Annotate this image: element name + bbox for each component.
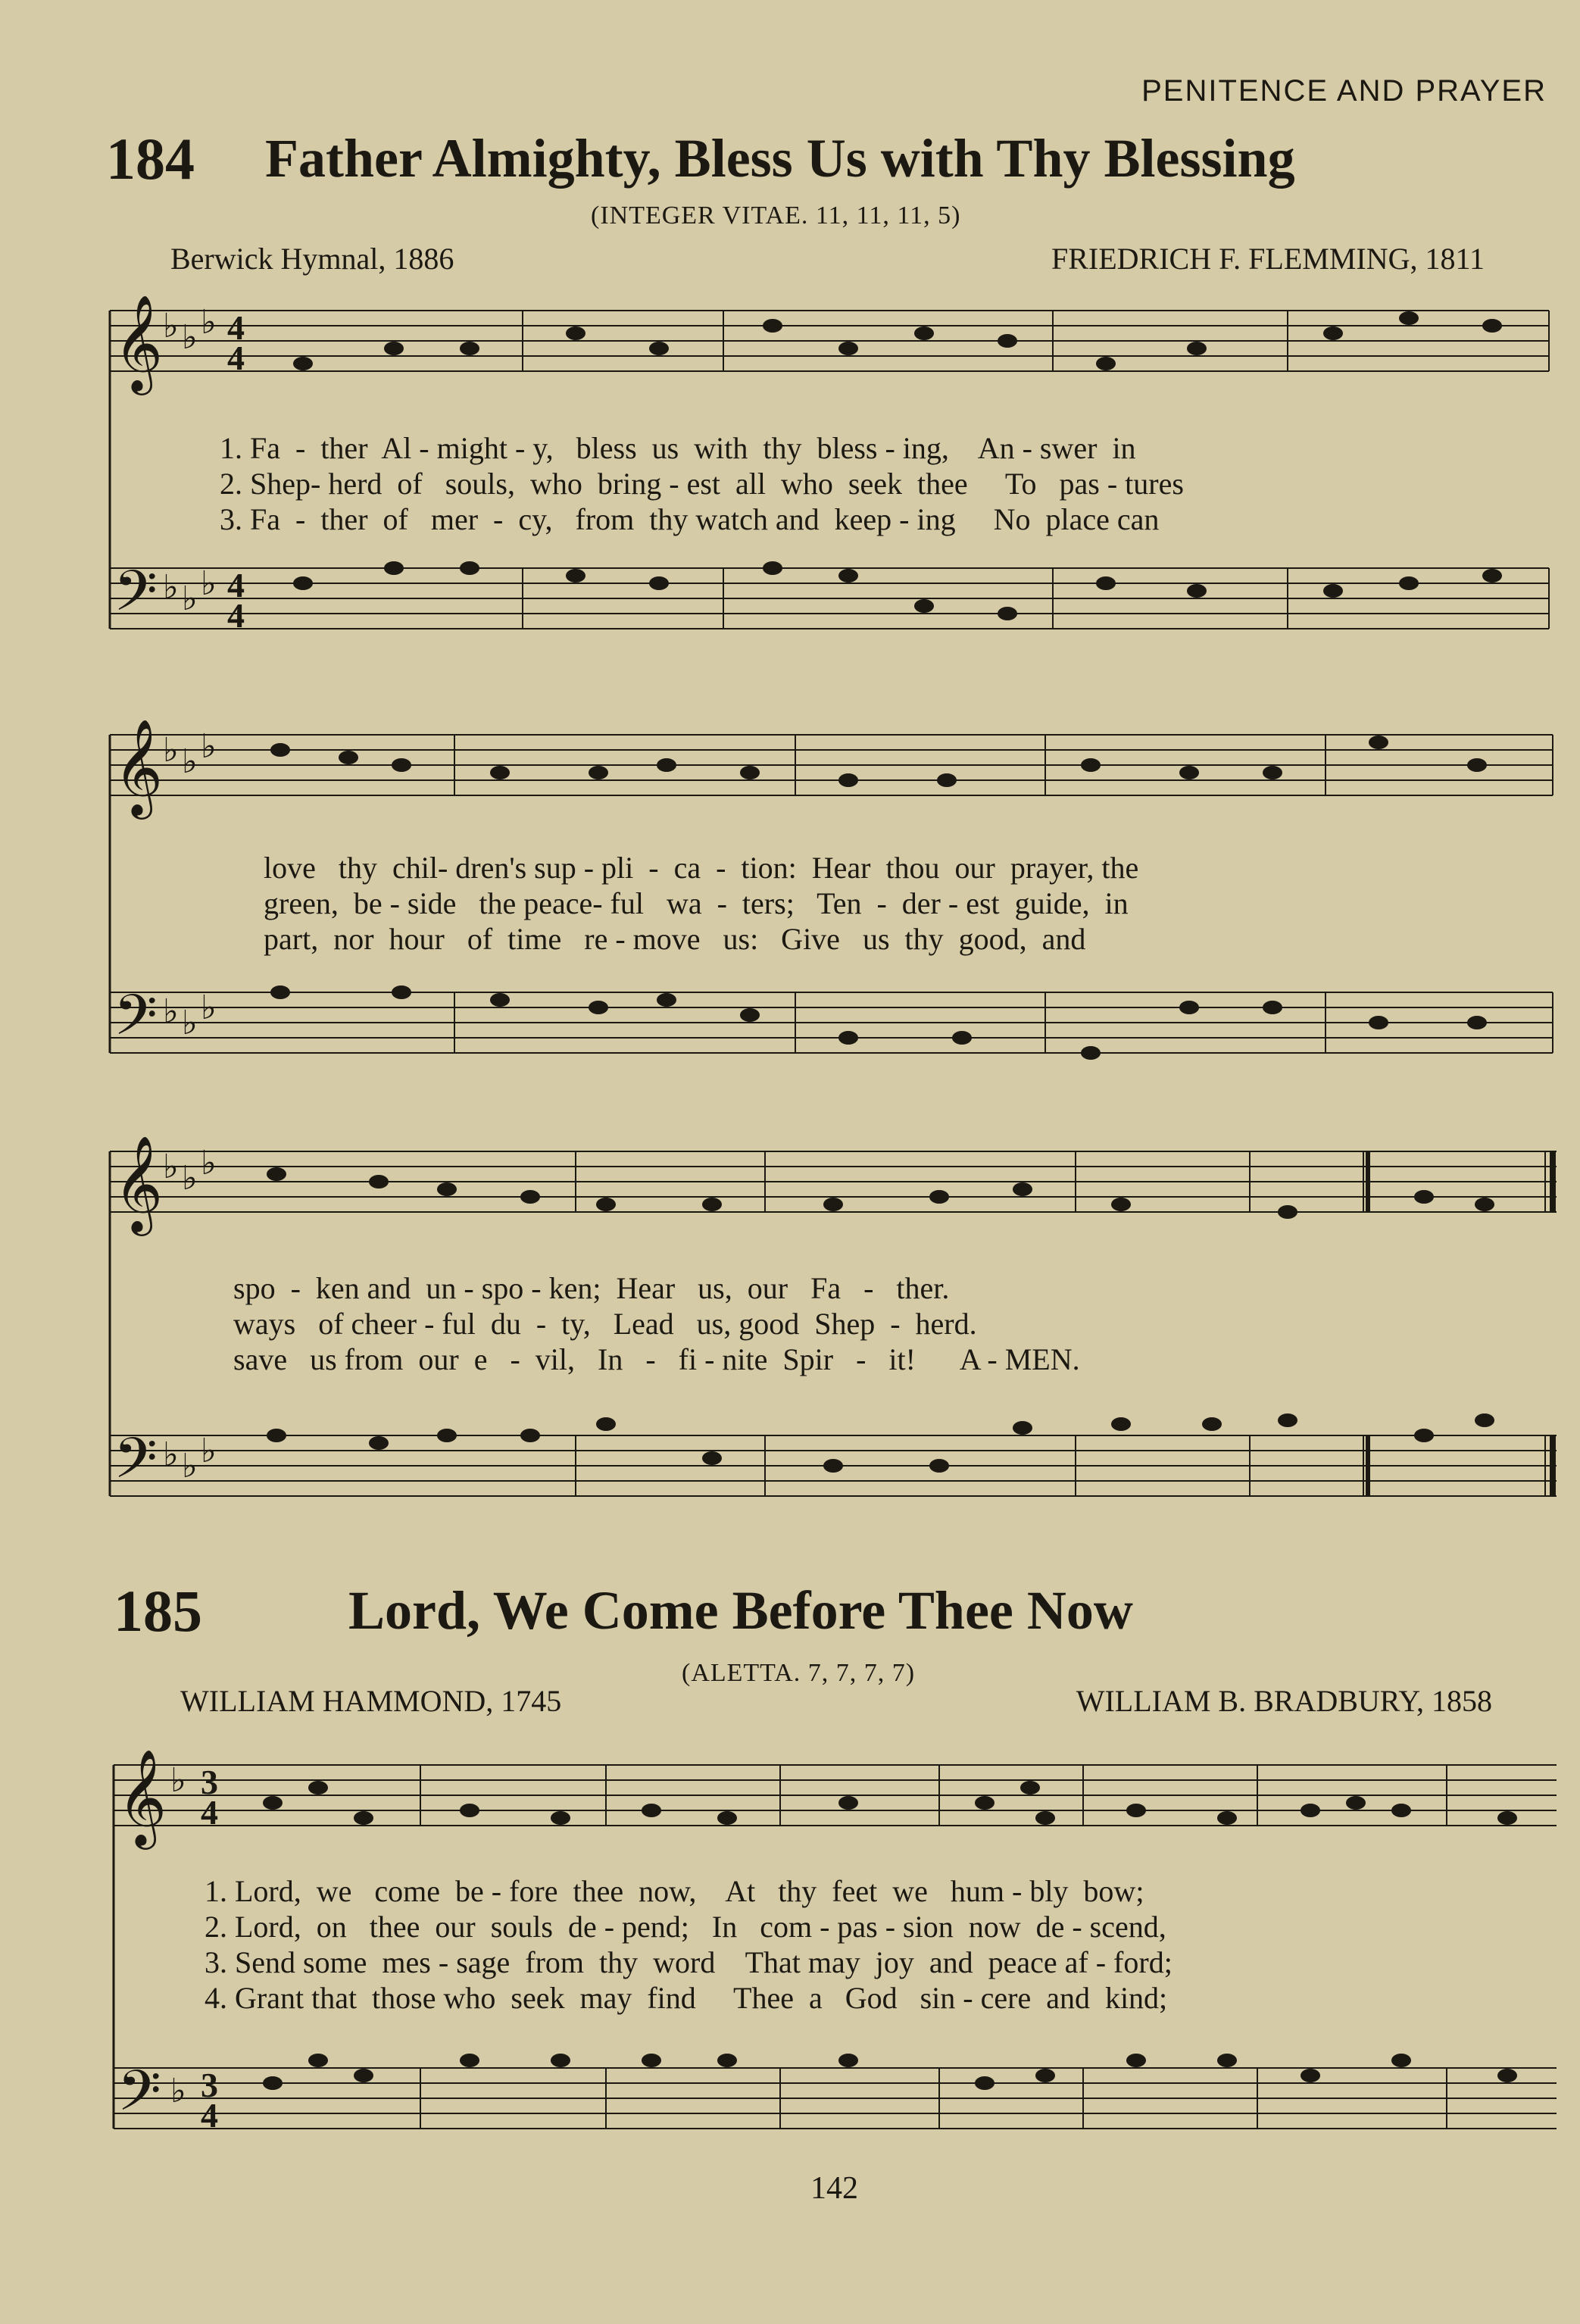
hymn-185-number: 185 — [114, 1578, 202, 1644]
svg-text:♭: ♭ — [163, 569, 179, 606]
svg-text:♭: ♭ — [201, 989, 217, 1026]
svg-text:4: 4 — [201, 2096, 218, 2135]
lyric-line-2: 2. Shep- herd of souls, who bring - est all who seek thee To pas - tures — [220, 467, 1184, 501]
svg-text:𝄞: 𝄞 — [114, 1138, 164, 1230]
svg-text:♭: ♭ — [163, 1436, 179, 1473]
svg-text:♭: ♭ — [182, 580, 198, 617]
hymn-184-system-3-lyrics — [233, 1270, 1080, 1377]
lyric-line-3: part, nor hour of time re - move us: Give us thy good, and — [264, 922, 1086, 956]
svg-text:♭: ♭ — [170, 1762, 186, 1799]
hymn-185-text-credit: WILLIAM HAMMOND, 1745 — [180, 1684, 562, 1718]
lyric-line-4: 4. Grant that those who seek may find Thee a God sin - cere and kind; — [205, 1981, 1168, 2015]
svg-text:♭: ♭ — [182, 1004, 198, 1042]
lyric-line-3: 3. Fa - ther of mer - cy, from thy watch and keep - ing No place can — [220, 502, 1160, 536]
svg-text:4: 4 — [227, 308, 245, 347]
svg-text:𝄢: 𝄢 — [114, 986, 158, 1060]
lyric-line-1: 1. Lord, we come be - fore thee now, At thy feet we hum - bly bow; — [205, 1874, 1144, 1908]
svg-text:3: 3 — [201, 1763, 218, 1801]
hymn-185-music-credit: WILLIAM B. BRADBURY, 1858 — [1076, 1684, 1492, 1718]
svg-text:♭: ♭ — [170, 2073, 186, 2110]
svg-text:4: 4 — [201, 1793, 218, 1832]
svg-text:♭: ♭ — [182, 1448, 198, 1485]
hymn-185-tune: (ALETTA. 7, 7, 7, 7) — [682, 1659, 916, 1687]
svg-text:4: 4 — [227, 566, 245, 604]
svg-text:3: 3 — [201, 2066, 218, 2104]
svg-text:♭: ♭ — [163, 732, 179, 769]
hymn-185-system-1-lyrics — [205, 1873, 1173, 2016]
svg-text:♭: ♭ — [182, 743, 198, 780]
lyric-line-2: 2. Lord, on thee our souls de - pend; In com - pas - sion now de - scend, — [205, 1910, 1166, 1944]
lyric-line-1: spo - ken and un - spo - ken; Hear us, our Fa - ther. — [233, 1271, 950, 1305]
hymn-184-text-credit: Berwick Hymnal, 1886 — [170, 242, 454, 276]
lyric-line-2: green, be - side the peace- ful wa - ters; Ten - der - est guide, in — [264, 886, 1129, 920]
section-heading: PENITENCE AND PRAYER — [1141, 74, 1547, 108]
svg-text:♭: ♭ — [201, 304, 217, 341]
svg-text:𝄞: 𝄞 — [117, 1751, 167, 1844]
svg-text:4: 4 — [227, 596, 245, 635]
svg-text:♭: ♭ — [201, 1145, 217, 1182]
lyric-line-1: love thy chil- dren's sup - pli - ca - tion: Hear thou our prayer, the — [264, 851, 1139, 885]
svg-text:♭: ♭ — [182, 319, 198, 356]
svg-text:4: 4 — [227, 339, 245, 377]
hymn-184-system-2-lyrics — [264, 850, 1138, 957]
hymn-184-music-credit: FRIEDRICH F. FLEMMING, 1811 — [1051, 242, 1485, 276]
hymn-184-system-1-lyrics — [220, 430, 1184, 537]
page-number: 142 — [810, 2171, 858, 2206]
svg-text:𝄞: 𝄞 — [114, 297, 164, 389]
lyric-line-3: save us from our e - vil, In - fi - nite Spir - it! A - MEN. — [233, 1342, 1080, 1376]
hymn-184-tune: (INTEGER VITAE. 11, 11, 11, 5) — [591, 201, 961, 230]
lyric-line-3: 3. Send some mes - sage from thy word That may joy and peace af - ford; — [205, 1945, 1173, 1979]
lyric-line-2: ways of cheer - ful du - ty, Lead us, good Shep - herd. — [233, 1307, 977, 1341]
svg-text:♭: ♭ — [163, 993, 179, 1030]
svg-text:♭: ♭ — [163, 1148, 179, 1185]
svg-text:♭: ♭ — [201, 728, 217, 765]
svg-text:𝄢: 𝄢 — [114, 561, 158, 636]
lyric-line-1: 1. Fa - ther Al - might - y, bless us with thy bless - ing, An - swer in — [220, 431, 1136, 465]
svg-text:♭: ♭ — [163, 308, 179, 345]
hymn-184-number: 184 — [106, 126, 195, 192]
svg-text:𝄞: 𝄞 — [114, 721, 164, 814]
svg-text:♭: ♭ — [182, 1160, 198, 1197]
svg-text:𝄢: 𝄢 — [114, 1429, 158, 1504]
svg-text:♭: ♭ — [201, 565, 217, 602]
hymn-184-title: Father Almighty, Bless Us with Thy Blessing — [265, 128, 1295, 189]
svg-text:𝄢: 𝄢 — [117, 2061, 161, 2136]
svg-text:♭: ♭ — [201, 1432, 217, 1470]
hymn-185-title: Lord, We Come Before Thee Now — [348, 1580, 1133, 1641]
